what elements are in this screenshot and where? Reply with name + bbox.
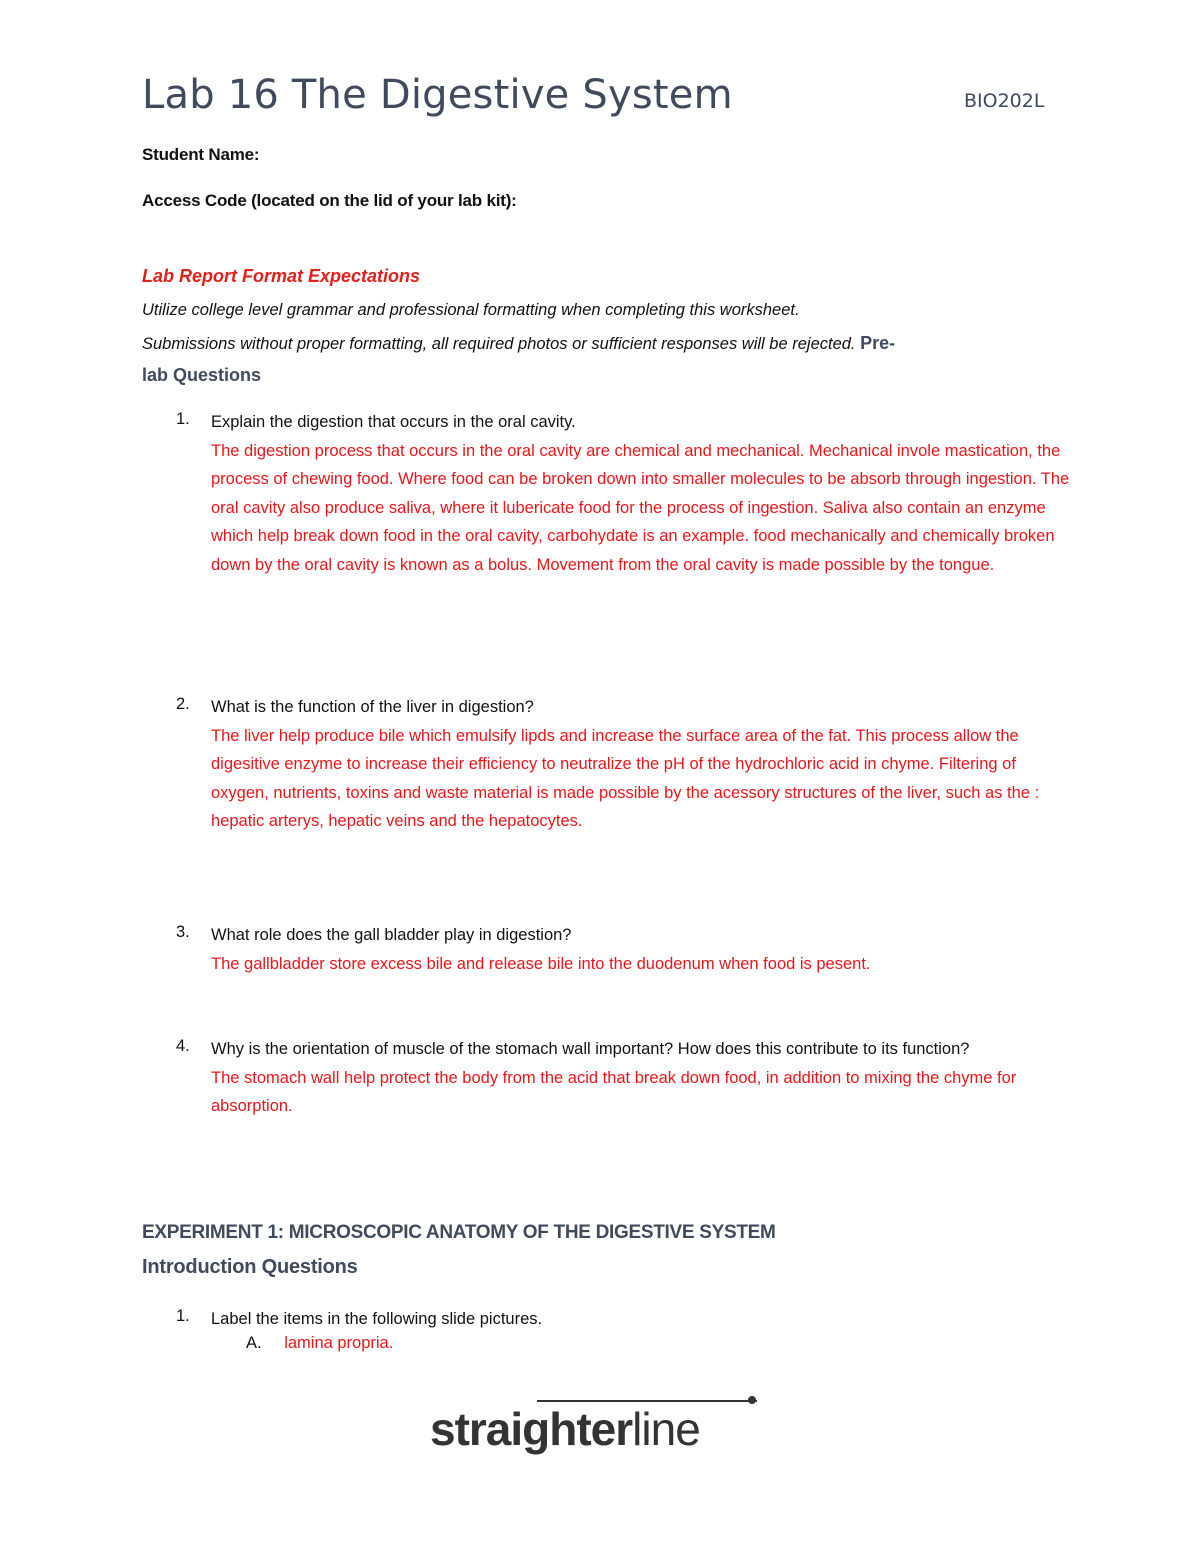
format-line-2 [142,333,895,354]
introduction-questions-heading: Introduction Questions [142,1256,358,1278]
course-code: BIO202L [964,90,1045,112]
question-body [211,408,1076,579]
logo-dot [748,1396,756,1404]
question-number: 1. [176,1307,190,1325]
question-text: Explain the digestion that occurs in the oral cavity. [211,413,576,431]
question-text: What role does the gall bladder play in digestion? [211,926,572,944]
answer-text: The digestion process that occurs in the oral cavity are chemical and mechanical. Mechanical invole mastication, the process of chewing food. Where food can be broken down into smaller molecules to be absorb through ingestion. The oral cavity also produce saliva, where it lubericate food for the process of ingestion. Saliva also contain an enzyme which help break down food in the oral cavity, carbohydate is an example. food mechanically and chemically broken down by the oral cavity is known as a bolus. Movement from the oral cavity is made possible by the tongue. [211,441,1070,574]
question-text: What is the function of the liver in digestion? [211,698,534,716]
question-body [211,1035,1076,1121]
format-line-2-text: Submissions without proper formatting, all required photos or sufficient responses will be rejected. [142,335,856,353]
question-body [211,693,1076,836]
question-number: 4. [176,1037,190,1055]
question-item [176,693,1076,836]
answer-text: The liver help produce bile which emulsify lipds and increase the surface area of the fat. This process allow the digesitive enzyme to increase their efficiency to neutralize the pH of the hydrochloric acid in chyme. Filtering of oxygen, nutrients, toxins and waste material is made possible by the acessory structures of the liver, such as the : hepatic arterys, hepatic veins and the hepatocytes. [211,726,1040,830]
sub-answer-letter: A. [246,1334,262,1352]
format-expectations-heading: Lab Report Format Expectations [142,266,421,286]
question-number: 1. [176,410,190,428]
question-number: 2. [176,695,190,713]
format-line-1: Utilize college level grammar and professional formatting when completing this worksheet. [142,301,800,319]
prelab-heading-part2: lab Questions [142,365,262,385]
question-text: Label the items in the following slide pictures. [211,1310,543,1328]
logo-bold-part: straighter [430,1403,633,1455]
student-name-label: Student Name: [142,145,260,164]
experiment-heading: EXPERIMENT 1: MICROSCOPIC ANATOMY OF THE DIGESTIVE SYSTEM [142,1222,776,1243]
question-item [176,921,1076,978]
sub-answer-text: lamina propria. [284,1334,394,1352]
answer-text: The gallbladder store excess bile and release bile into the duodenum when food is pesent. [211,954,871,973]
logo-wordmark [430,1402,700,1456]
intro-question-item [176,1305,1076,1334]
question-body [211,921,1076,978]
question-body [211,1305,1076,1334]
logo-light-part: line [632,1403,700,1455]
question-item [176,1035,1076,1121]
answer-text: The stomach wall help protect the body from the acid that break down food, in addition to mixing the chyme for absorption. [211,1068,1017,1115]
straighterline-logo [430,1396,760,1466]
page-title: Lab 16 The Digestive System [142,72,733,118]
sub-answer-item [246,1334,393,1353]
access-code-label: Access Code (located on the lid of your lab kit): [142,191,517,210]
question-item [176,408,1076,579]
question-text: Why is the orientation of muscle of the stomach wall important? How does this contribute to its function? [211,1040,970,1058]
prelab-heading-part1: Pre- [860,333,896,353]
question-number: 3. [176,923,190,941]
